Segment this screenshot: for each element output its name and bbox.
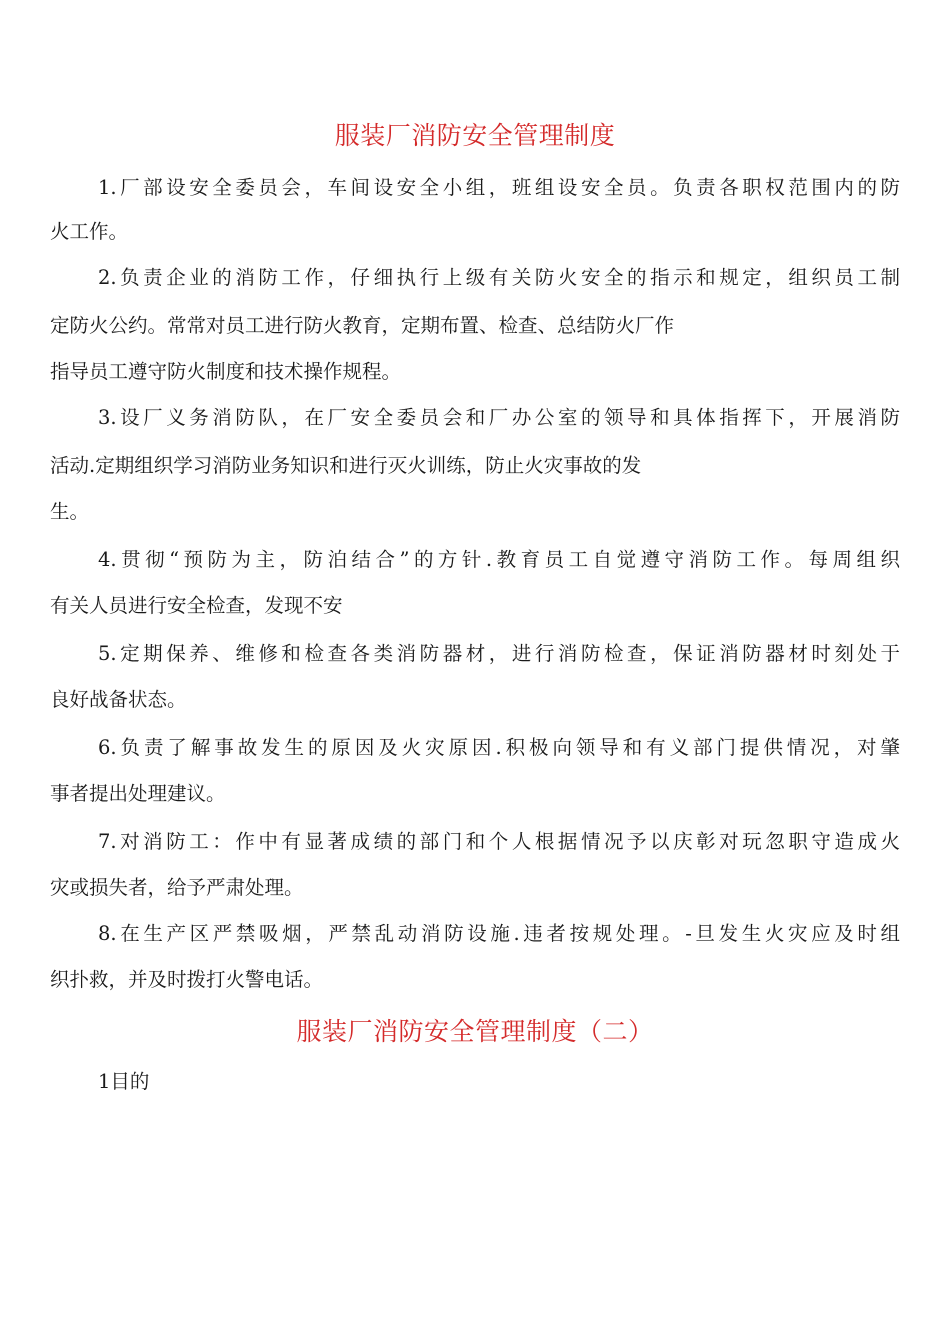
paragraph-6-line-2: 事者提出处理建议。	[50, 782, 226, 805]
paragraph-3-line-2: 活动.定期组织学习消防业务知识和进行灭火训练，防止火灾事故的发	[50, 454, 642, 477]
paragraph-1-line-1: 1.厂部设安全委员会，车间设安全小组，班组设安全员。负责各职权范围内的防	[98, 176, 900, 199]
paragraph-5-line-1: 5.定期保养、维修和检查各类消防器材，进行消防检查，保证消防器材时刻处于	[98, 642, 900, 665]
paragraph-2-line-1: 2.负责企业的消防工作，仔细执行上级有关防火安全的指示和规定，组织员工制	[98, 266, 900, 289]
paragraph-2-line-3: 指导员工遵守防火制度和技术操作规程。	[50, 360, 402, 383]
paragraph-1-line-2: 火工作。	[50, 220, 129, 243]
paragraph-8-line-2: 织扑救，并及时拨打火警电话。	[50, 968, 324, 991]
paragraph-7-line-2: 灾或损失者，给予严肃处理。	[50, 876, 304, 899]
document-title: 服装厂消防安全管理制度	[334, 121, 616, 150]
paragraph-3-line-1: 3.设厂义务消防队，在厂安全委员会和厂办公室的领导和具体指挥下，开展消防	[98, 406, 900, 429]
paragraph-7-line-1: 7.对消防工：作中有显著成绩的部门和个人根据情况予以庆彰对玩忽职守造成火	[98, 830, 900, 853]
paragraph-4-line-2: 有关人员进行安全检查，发现不安	[50, 594, 343, 617]
paragraph-8-line-1: 8.在生产区严禁吸烟，严禁乱动消防设施.违者按规处理。-旦发生火灾应及时组	[98, 922, 900, 945]
paragraph-3-line-3: 生。	[50, 500, 90, 523]
section-heading: 1目的	[98, 1070, 150, 1093]
paragraph-6-line-1: 6.负责了解事故发生的原因及火灾原因.积极向领导和有义部门提供情况，对肇	[98, 736, 900, 759]
paragraph-5-line-2: 良好战备状态。	[50, 688, 187, 711]
paragraph-2-line-2: 定防火公约。常常对员工进行防火教育，定期布置、检查、总结防火厂作	[50, 314, 675, 337]
document-subtitle: 服装厂消防安全管理制度（二）	[296, 1017, 654, 1046]
paragraph-4-line-1: 4.贯彻“预防为主，防泊结合”的方针.教育员工自觉遵守消防工作。每周组织	[98, 548, 900, 571]
